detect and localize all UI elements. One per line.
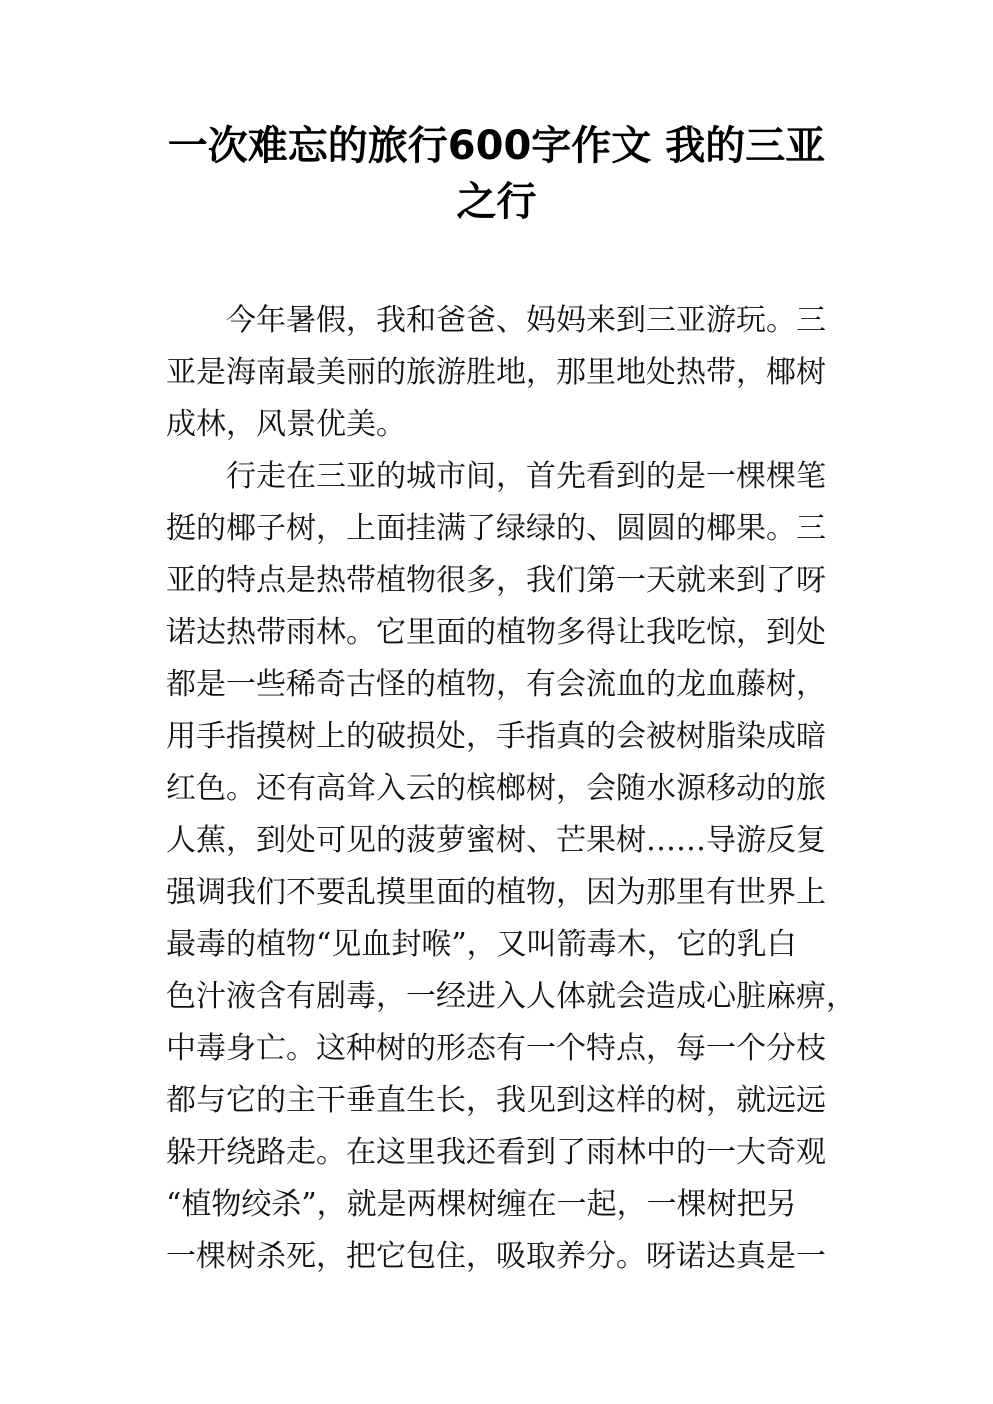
paragraph-line: 最毒的植物“见血封喉”，又叫箭毒木，它的乳白 xyxy=(166,927,797,962)
paragraph-line: 成林，风景优美。 xyxy=(166,407,406,442)
paragraph-line: 都是一些稀奇古怪的植物，有会流血的龙血藤树， xyxy=(166,667,826,702)
paragraph-line: 行走在三亚的城市间，首先看到的是一棵棵笔 xyxy=(226,459,826,494)
paragraph-line: 都与它的主干垂直生长，我见到这样的树，就远远 xyxy=(166,1083,826,1118)
paragraph-line: 色汁液含有剧毒，一经进入人体就会造成心脏麻痹， xyxy=(166,979,856,1014)
paragraph-line: 挺的椰子树，上面挂满了绿绿的、圆圆的椰果。三 xyxy=(166,511,826,546)
paragraph-line: 诺达热带雨林。它里面的植物多得让我吃惊，到处 xyxy=(166,615,826,650)
paragraph-line: 亚是海南最美丽的旅游胜地，那里地处热带，椰树 xyxy=(166,355,826,390)
paragraph-line: 今年暑假，我和爸爸、妈妈来到三亚游玩。三 xyxy=(226,303,826,338)
paragraph-line: “植物绞杀”，就是两棵树缠在一起，一棵树把另 xyxy=(166,1187,797,1222)
paragraph-line: 强调我们不要乱摸里面的植物，因为那里有世界上 xyxy=(166,875,826,910)
paragraph-line: 一棵树杀死，把它包住，吸取养分。呀诺达真是一 xyxy=(166,1239,826,1274)
document-title: 一次难忘的旅行600字作文 我的三亚 之行 xyxy=(167,123,826,225)
paragraph-line: 用手指摸树上的破损处，手指真的会被树脂染成暗 xyxy=(166,719,826,754)
paragraph-line: 红色。还有高耸入云的槟榔树，会随水源移动的旅 xyxy=(166,771,826,806)
paragraph-line: 中毒身亡。这种树的形态有一个特点，每一个分枝 xyxy=(166,1031,826,1066)
paragraph-line: 人蕉，到处可见的菠萝蜜树、芒果树……导游反复 xyxy=(166,823,826,858)
paragraph-line: 躲开绕路走。在这里我还看到了雨林中的一大奇观 xyxy=(166,1135,826,1170)
paragraph-line: 亚的特点是热带植物很多，我们第一天就来到了呀 xyxy=(166,563,826,598)
